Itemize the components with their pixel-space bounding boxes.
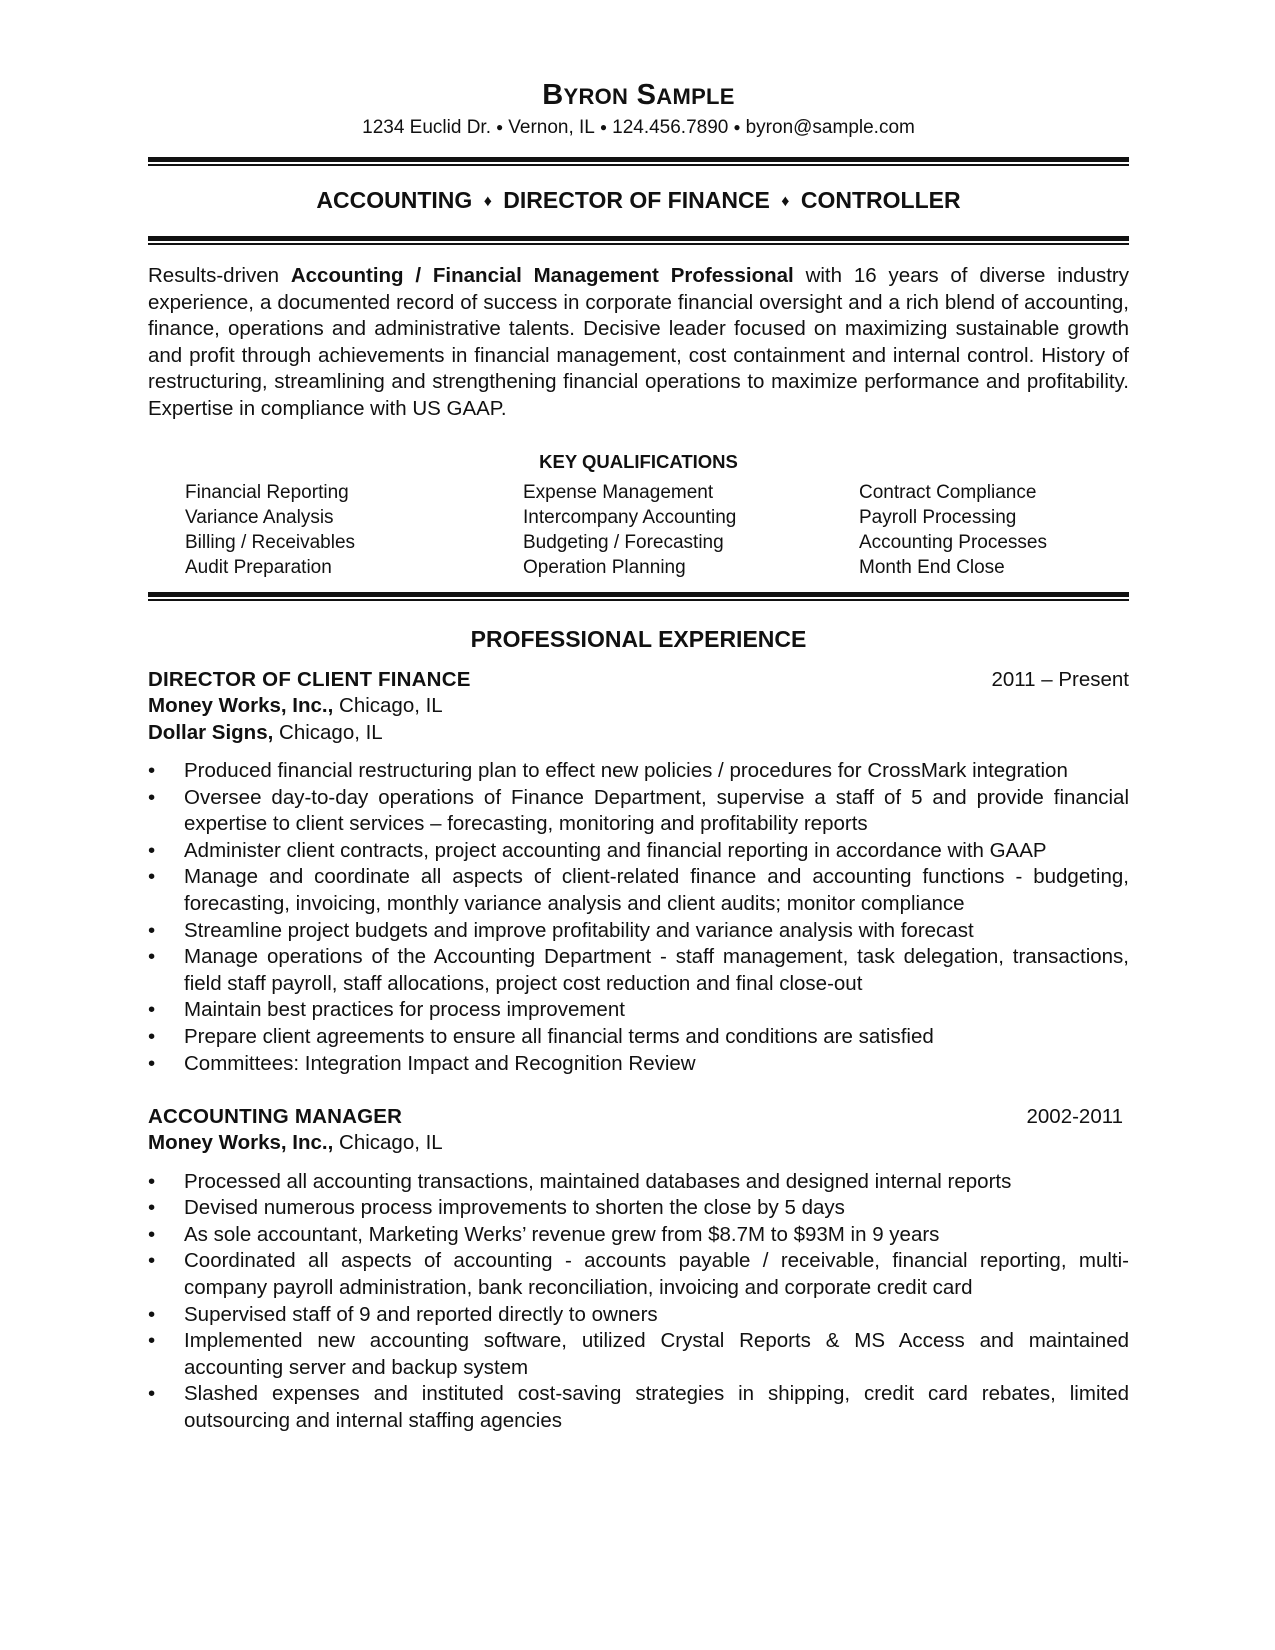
job-bullets — [148, 758, 1129, 1077]
bullet-icon: • — [148, 998, 156, 1022]
bullet-item: • Processed all accounting transactions, maintained databases and designed internal reports — [148, 1169, 1129, 1196]
qualification-item: Expense Management — [523, 482, 714, 503]
separator-dot: ● — [733, 120, 741, 134]
bullet-icon: • — [148, 945, 156, 969]
bullet-item: • Prepare client agreements to ensure all financial terms and conditions are satisfied — [148, 1024, 1129, 1051]
job-entry — [148, 667, 1129, 1077]
qualification-item: Accounting Processes — [859, 532, 1047, 553]
job-title: ACCOUNTING MANAGER — [148, 1105, 403, 1129]
qualification-item: Operation Planning — [523, 557, 686, 578]
bullet-item: • Manage and coordinate all aspects of client-related finance and accounting functions - budgeting, forecasting, invoicing, monthly variance analysis and client audits; monitor compliance — [148, 865, 1129, 915]
job-header — [148, 1104, 1129, 1130]
bullet-icon: • — [148, 1169, 156, 1193]
job-dates: 2002-2011 — [1026, 1105, 1123, 1129]
bullet-icon: • — [148, 785, 156, 809]
bullet-item: • Implemented new accounting software, utilized Crystal Reports & MS Access and maintained accounting server and backup system — [148, 1329, 1129, 1379]
qualification-item: Audit Preparation — [185, 557, 332, 578]
bullet-icon: • — [148, 1051, 156, 1075]
job-bullets — [148, 1169, 1129, 1435]
professional-experience-title: PROFESSIONAL EXPERIENCE — [470, 626, 807, 652]
diamond-icon: ♦ — [781, 193, 790, 210]
city: Vernon, IL — [508, 117, 595, 138]
job-header — [148, 667, 1129, 693]
qualification-item: Intercompany Accounting — [523, 507, 737, 528]
bullet-icon: • — [148, 865, 156, 889]
bullet-item: • Committees: Integration Impact and Recognition Review — [148, 1051, 1129, 1078]
qualifications-column — [859, 480, 1099, 580]
qualification-item: Budgeting / Forecasting — [523, 532, 724, 553]
qualification-item: Billing / Receivables — [185, 532, 356, 553]
resume-header — [148, 78, 1129, 141]
bullet-item: • Maintain best practices for process improvement — [148, 997, 1129, 1024]
company-line: Money Works, Inc., Chicago, IL — [148, 1131, 443, 1155]
bullet-icon: • — [148, 1329, 156, 1353]
bullet-icon: • — [148, 1196, 156, 1220]
headline: ACCOUNTING ♦ DIRECTOR OF FINANCE ♦ CONTROLLER — [316, 187, 961, 213]
bullet-icon: • — [148, 1382, 156, 1406]
qualification-item: Variance Analysis — [185, 507, 334, 528]
company-line: Money Works, Inc., Chicago, IL — [148, 694, 443, 717]
candidate-name: BYRON SAMPLE — [542, 79, 735, 111]
bullet-item: • Devised numerous process improvements to shorten the close by 5 days — [148, 1195, 1129, 1222]
bullet-icon: • — [148, 1222, 156, 1246]
bullet-icon: • — [148, 1024, 156, 1048]
bullet-icon: • — [148, 838, 156, 862]
email[interactable]: byron@sample.com — [745, 117, 915, 138]
qualifications-column — [185, 480, 523, 580]
key-qualifications-title: KEY QUALIFICATIONS — [539, 451, 738, 472]
job-dates: 2011 – Present — [991, 668, 1129, 691]
separator-dot: ● — [496, 120, 504, 134]
qualification-item: Month End Close — [859, 557, 1005, 578]
qualification-item: Payroll Processing — [859, 507, 1017, 528]
bullet-item: • Manage operations of the Accounting Department - staff management, task delegation, transactions, field staff payroll, staff allocations, project cost reduction and final close-out — [148, 945, 1129, 995]
bullet-item: • Oversee day-to-day operations of Finance Department, supervise a staff of 5 and provide financial expertise to client services – forecasting, monitoring and profitability reports — [148, 785, 1129, 836]
qualifications-column — [523, 480, 859, 580]
bullet-icon: • — [148, 1302, 156, 1326]
bullet-item: • Administer client contracts, project accounting and financial reporting in accordance with GAAP — [148, 838, 1129, 865]
professional-summary: Results-driven Accounting / Financial Management Professional with 16 years of diverse industry experience, a documented record of success in corporate financial oversight and a rich blend of accounting, finance, operations and administrative talents. Decisive leader focused on maximizing sustainable growth and profit through achievements in financial management, cost containment and internal control. History of restructuring, streamlining and strengthening financial operations to maximize performance and profitability. Expertise in compliance with US GAAP. — [148, 264, 1129, 420]
bullet-icon: • — [148, 759, 156, 782]
bullet-item: • Streamline project budgets and improve profitability and variance analysis with forecast — [148, 918, 1129, 945]
job-entry — [148, 1104, 1129, 1434]
divider-double-rule — [148, 157, 1129, 166]
phone: 124.456.7890 — [612, 117, 729, 138]
divider-double-rule — [148, 236, 1129, 245]
job-title: DIRECTOR OF CLIENT FINANCE — [148, 668, 471, 691]
bullet-icon: • — [148, 918, 156, 942]
separator-dot: ● — [599, 120, 608, 134]
contact-line — [148, 116, 1129, 141]
company-line: Dollar Signs, Chicago, IL — [148, 720, 383, 744]
bullet-item: • As sole accountant, Marketing Werks’ revenue grew from $8.7M to $93M in 9 years — [148, 1222, 1129, 1249]
divider-double-rule — [148, 592, 1129, 601]
bullet-item: • Produced financial restructuring plan to effect new policies / procedures for CrossMark integration — [148, 758, 1129, 785]
bullet-icon: • — [148, 1249, 156, 1273]
diamond-icon: ♦ — [483, 193, 492, 210]
qualification-item: Contract Compliance — [859, 482, 1037, 503]
bullet-item: • Slashed expenses and instituted cost-saving strategies in shipping, credit card rebates, limited outsourcing and internal staffing agencies — [148, 1382, 1129, 1432]
bullet-item: • Coordinated all aspects of accounting - accounts payable / receivable, financial reporting, multi-company payroll administration, bank reconciliation, invoicing and corporate credit card — [148, 1249, 1129, 1299]
key-qualifications-grid — [148, 480, 1129, 580]
qualification-item: Financial Reporting — [185, 482, 349, 503]
bullet-item: • Supervised staff of 9 and reported directly to owners — [148, 1302, 1129, 1329]
address: 1234 Euclid Dr. — [362, 117, 491, 138]
